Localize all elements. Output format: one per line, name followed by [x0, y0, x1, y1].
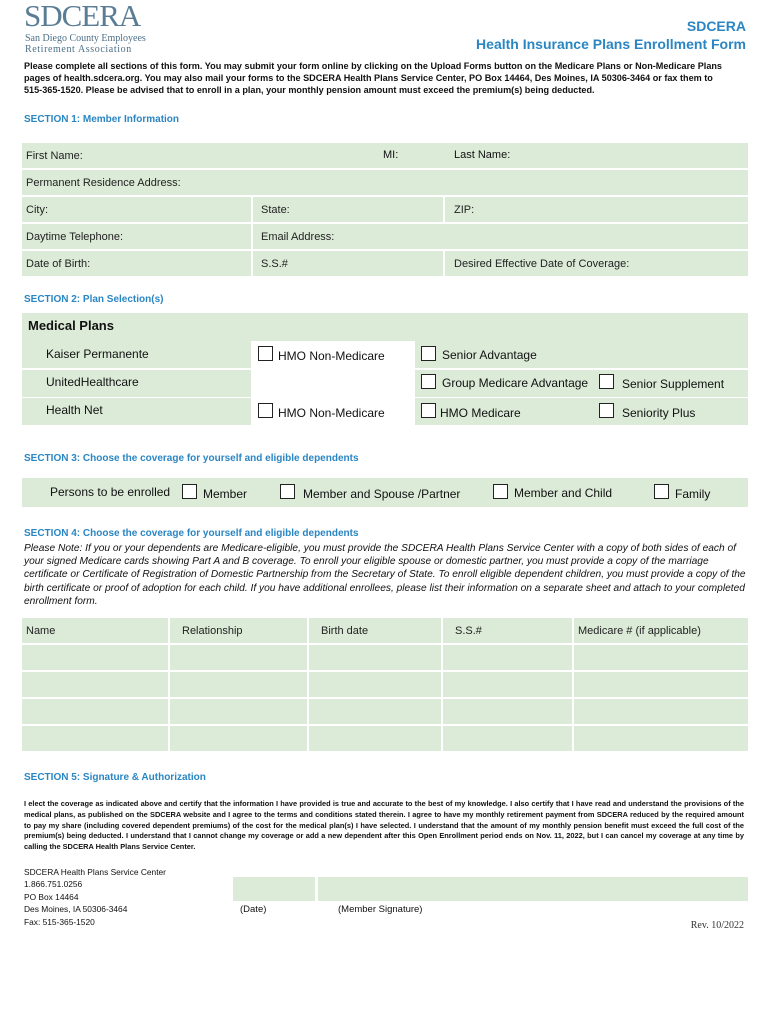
section2-title: SECTION 2: Plan Selection(s) — [24, 294, 164, 305]
member-spouse-label: Member and Spouse /Partner — [303, 487, 461, 501]
member-label: Member — [203, 487, 248, 501]
header-org: SDCERA — [686, 18, 746, 34]
authorization-text: I elect the coverage as indicated above and certify that the information I have provided is true and accurate to the best of my knowledge. I also certify that I have read and understand the provisions of the medical plans, as published on the SDCERA website and I agree to the terms and conditions stated therein. I agree to have my monthly retirement payment from SDCERA reduced by the required amount to pay my share (including covered dependent premiums) of the cost for the medical plan(s) I have selected. I understand that the amount of my monthly pension benefit must exceed the full cost of the premium(s) being deducted. I understand that I cannot change my coverage or add a new dependent after this Open Enrollment period ends on Nov. 11, 2022, but I can cancel my coverage at any time by calling the SDCERA Health Plans Service Center. — [24, 799, 744, 852]
address-line: PO Box 14464 — [24, 891, 79, 902]
city-field[interactable] — [22, 197, 251, 222]
col-medicare — [574, 618, 748, 643]
dep-cell[interactable] — [309, 645, 441, 670]
zip-field[interactable] — [445, 197, 748, 222]
group-medicare-label: Group Medicare Advantage — [442, 376, 589, 390]
kaiser-label: Kaiser Permanente — [46, 347, 149, 361]
dep-cell[interactable] — [170, 672, 307, 697]
effective-date-field[interactable] — [445, 251, 748, 276]
dob-label: Date of Birth: — [26, 257, 91, 270]
healthnet-hmo-non-medicare-label: HMO Non-Medicare — [278, 406, 385, 420]
col-medicare-label: Medicare # (if applicable) — [578, 624, 701, 637]
kaiser-hmo-non-medicare-label: HMO Non-Medicare — [278, 349, 385, 363]
family-label: Family — [675, 487, 711, 501]
state-field[interactable] — [253, 197, 443, 222]
group-medicare-checkbox[interactable] — [421, 374, 436, 389]
healthnet-label: Health Net — [46, 403, 103, 417]
family-checkbox[interactable] — [654, 484, 669, 499]
logo: SDCERA — [24, 0, 141, 33]
revision: Rev. 10/2022 — [690, 920, 744, 931]
mi-label: MI: — [383, 149, 399, 161]
seniority-plus-label: Seniority Plus — [622, 406, 696, 420]
address-line: Des Moines, IA 50306-3464 — [24, 904, 128, 915]
section3-title: SECTION 3: Choose the coverage for yourself and eligible dependents — [24, 453, 359, 464]
dependents-table — [22, 618, 748, 753]
seniority-plus-checkbox[interactable] — [599, 403, 614, 418]
dep-cell[interactable] — [22, 645, 168, 670]
dep-cell[interactable] — [574, 726, 748, 751]
section4-note: Please Note: If you or your dependents are Medicare-eligible, you must provide the SDCERA Health Plans Service Center with a copy of both sides of each of your signed Medicare cards showing Part A and B coverage. To enroll your eligible spouse or domestic partner, you must provide a copy of the marriage certificate or Certificate of Registration of Domestic Partnership from the Secretary of State. To enroll eligible dependent children, you must provide a copy of the birth certificate or proof of adoption for each child. If you have additional enrollees, please list their information on a separate sheet and attach to your completed enrollment form. — [24, 543, 746, 607]
intro-text: Please complete all sections of this form. You may submit your form online by clicking on the Upload Forms button on the Medicare Plans or Non-Medicare Plans pages of health.sdcera.org. You may also mail your forms to the SDCERA Health Plans Service Center, PO Box 14464, Des Moines, IA 50306-3464 or fax them to 515-365-1520. Please be advised that to enroll in a plan, your monthly pension amount must exceed the premium(s) being deducted. — [24, 61, 722, 95]
dep-cell[interactable] — [309, 726, 441, 751]
dep-cell[interactable] — [574, 699, 748, 724]
signature-field[interactable] — [318, 877, 748, 901]
senior-advantage-label: Senior Advantage — [442, 348, 537, 362]
dep-cell[interactable] — [22, 699, 168, 724]
last-name-label: Last Name: — [454, 149, 511, 161]
dep-cell[interactable] — [170, 699, 307, 724]
service-center-address — [24, 866, 166, 928]
city-label: City: — [26, 203, 48, 216]
section5-title: SECTION 5: Signature & Authorization — [24, 772, 206, 783]
col-ssn — [443, 618, 572, 643]
signature-label: (Member Signature) — [338, 904, 423, 915]
address-label: Permanent Residence Address: — [26, 176, 181, 189]
address-line: Fax: 515-365-1520 — [24, 916, 95, 927]
form-title: Health Insurance Plans Enrollment Form — [476, 36, 746, 52]
col-name — [22, 618, 168, 643]
date-label: (Date) — [240, 904, 267, 915]
col-ssn-label: S.S.# — [455, 624, 482, 637]
medical-plans-label: Medical Plans — [28, 318, 114, 333]
member-checkbox[interactable] — [182, 484, 197, 499]
member-spouse-checkbox[interactable] — [280, 484, 295, 499]
phone-field[interactable] — [22, 224, 251, 249]
effective-date-label: Desired Effective Date of Coverage: — [454, 257, 630, 270]
col-relationship-label: Relationship — [182, 624, 243, 637]
kaiser-hmo-non-medicare-checkbox[interactable] — [258, 346, 273, 361]
senior-supplement-checkbox[interactable] — [599, 374, 614, 389]
medical-plans-header — [22, 313, 748, 341]
date-field[interactable] — [233, 877, 315, 901]
senior-supplement-label: Senior Supplement — [622, 377, 725, 391]
dob-field[interactable] — [22, 251, 251, 276]
zip-label: ZIP: — [454, 203, 475, 216]
dep-cell[interactable] — [443, 699, 572, 724]
dep-cell[interactable] — [443, 726, 572, 751]
dep-cell[interactable] — [309, 672, 441, 697]
col-name-label: Name — [26, 624, 56, 637]
email-label: Email Address: — [261, 230, 335, 243]
hmo-medicare-checkbox[interactable] — [421, 403, 436, 418]
healthnet-hmo-non-medicare-checkbox[interactable] — [258, 403, 273, 418]
dep-cell[interactable] — [170, 726, 307, 751]
united-label: UnitedHealthcare — [46, 375, 139, 389]
member-child-checkbox[interactable] — [493, 484, 508, 499]
col-birthdate-label: Birth date — [321, 624, 369, 637]
dep-cell[interactable] — [443, 672, 572, 697]
address-line: SDCERA Health Plans Service Center — [24, 867, 166, 877]
persons-label: Persons to be enrolled — [50, 485, 171, 499]
address-line: 1.866.751.0256 — [24, 879, 83, 890]
logo-line-2: Retirement Association — [25, 44, 132, 55]
dep-cell[interactable] — [574, 672, 748, 697]
address-field[interactable] — [22, 170, 748, 195]
ssn-label: S.S.# — [261, 257, 288, 270]
email-field[interactable] — [253, 224, 748, 249]
phone-label: Daytime Telephone: — [26, 230, 124, 243]
section4-title: SECTION 4: Choose the coverage for yourself and eligible dependents — [24, 528, 359, 539]
hmo-medicare-label: HMO Medicare — [440, 406, 521, 420]
dep-cell[interactable] — [574, 645, 748, 670]
ssn-field[interactable] — [253, 251, 443, 276]
first-name-label: First Name: — [26, 149, 83, 162]
dep-cell[interactable] — [22, 726, 168, 751]
dep-cell[interactable] — [443, 645, 572, 670]
col-birthdate — [309, 618, 441, 643]
dep-cell[interactable] — [309, 699, 441, 724]
dep-cell[interactable] — [170, 645, 307, 670]
state-label: State: — [261, 203, 290, 216]
col-relationship — [170, 618, 307, 643]
logo-subtitle — [25, 33, 146, 55]
logo-line-1: San Diego County Employees — [25, 33, 146, 44]
section1-title: SECTION 1: Member Information — [24, 114, 180, 125]
senior-advantage-checkbox[interactable] — [421, 346, 436, 361]
dep-cell[interactable] — [22, 672, 168, 697]
member-child-label: Member and Child — [514, 486, 613, 500]
